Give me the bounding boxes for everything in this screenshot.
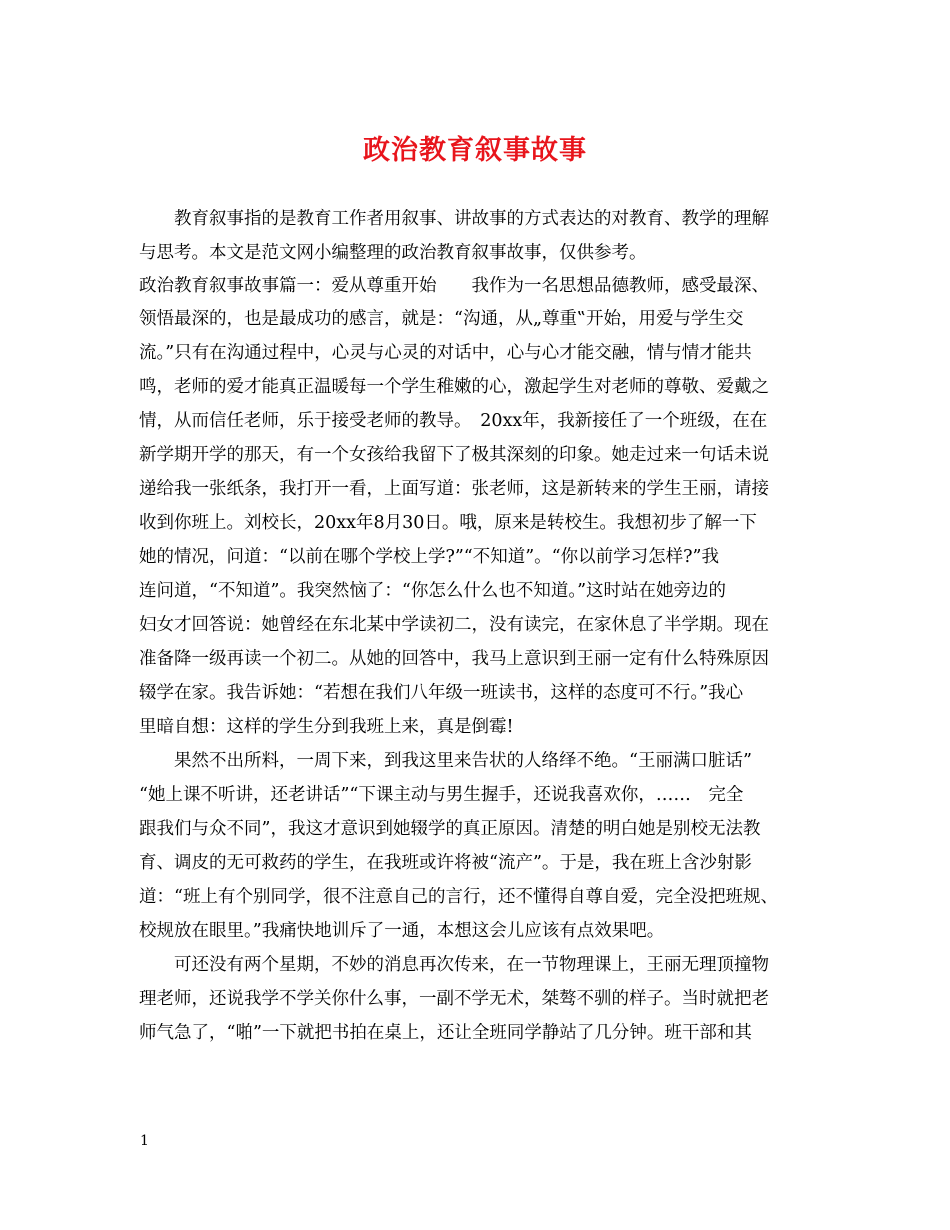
text-line-23: 可还没有两个星期，不妙的消息再次传来，在一节物理课上，王丽无理顶撞物 [139,955,769,975]
text-line-6: 鸣，老师的爱才能真正温暖每一个学生稚嫩的心，激起学生对老师的尊敬、爱戴之 [139,377,769,397]
text-line-22: 校规放在眼里。”我痛快地训斥了一通，本想这会儿应该有点效果吧。 [139,921,665,941]
text-line-1: 教育叙事指的是教育工作者用叙事、讲故事的方式表达的对教育、教学的理解 [139,209,769,229]
text-line-24: 理老师，还说我学不学关你什么事，一副不学无术，桀骜不驯的样子。当时就把老 [139,989,769,1009]
text-line-16: 里暗自想：这样的学生分到我班上来，真是倒霉! [139,717,514,737]
text-line-25: 师气急了，“啪”一下就把书拍在桌上，还让全班同学静站了几分钟。班干部和其 [139,1023,752,1043]
text-line-19: 跟我们与众不同”，我这才意识到她辍学的真正原因。清楚的明白她是别校无法教 [139,819,761,839]
text-line-2: 与思考。本文是范文网小编整理的政治教育叙事故事，仅供参考。 [139,243,647,263]
text-line-14: 准备降一级再读一个初二。从她的回答中，我马上意识到王丽一定有什么特殊原因 [139,649,769,669]
text-line-3: 政治教育叙事故事篇一：爱从尊重开始 我作为一名思想品德教师，感受最深、 [139,276,769,296]
text-line-9: 递给我一张纸条，我打开一看，上面写道：张老师，这是新转来的学生王丽，请接 [139,479,769,499]
text-line-10: 收到你班上。刘校长，20xx年8月30日。哦，原来是转校生。我想初步了解一下 [139,513,757,533]
text-line-18: “她上课不听讲，还老讲话”“下课主动与男生握手，还说我喜欢你，…… 完全 [139,785,744,805]
text-line-5: 流。”只有在沟通过程中，心灵与心灵的对话中，心与心才能交融，情与情才能共 [139,343,752,363]
document-title: 政治教育叙事故事 [363,135,587,166]
text-line-15: 辍学在家。我告诉她：“若想在我们八年级一班读书，这样的态度可不行。”我心 [139,683,744,703]
text-line-13: 妇女才回答说：她曾经在东北某中学读初二，没有读完，在家休息了半学期。现在 [139,615,769,635]
text-line-8: 新学期开学的那天，有一个女孩给我留下了极其深刻的印象。她走过来一句话未说 [139,445,769,465]
text-line-21: 道：“班上有个别同学，很不注意自己的言行，还不懂得自尊自爱，完全没把班规、 [139,887,778,907]
text-line-4: 领悟最深的，也是最成功的感言，就是：“沟通，从„尊重‟开始，用爱与学生交 [139,309,744,329]
text-line-7: 情，从而信任老师，乐于接受老师的教导。 20xx年，我新接任了一个班级，在在 [139,411,768,431]
page-number: 1 [140,1133,149,1149]
text-line-17: 果然不出所料，一周下来，到我这里来告状的人络绎不绝。“王丽满口脏话” [139,751,752,771]
text-line-12: 连问道，“不知道”。我突然恼了：“你怎么什么也不知道。”这时站在她旁边的 [139,581,727,601]
text-line-11: 她的情况，问道：“以前在哪个学校上学?”“不知道”。“你以前学习怎样?”我 [139,547,719,567]
text-line-20: 育、调皮的无可救药的学生，在我班或许将被“流产”。于是，我在班上含沙射影 [139,853,752,873]
